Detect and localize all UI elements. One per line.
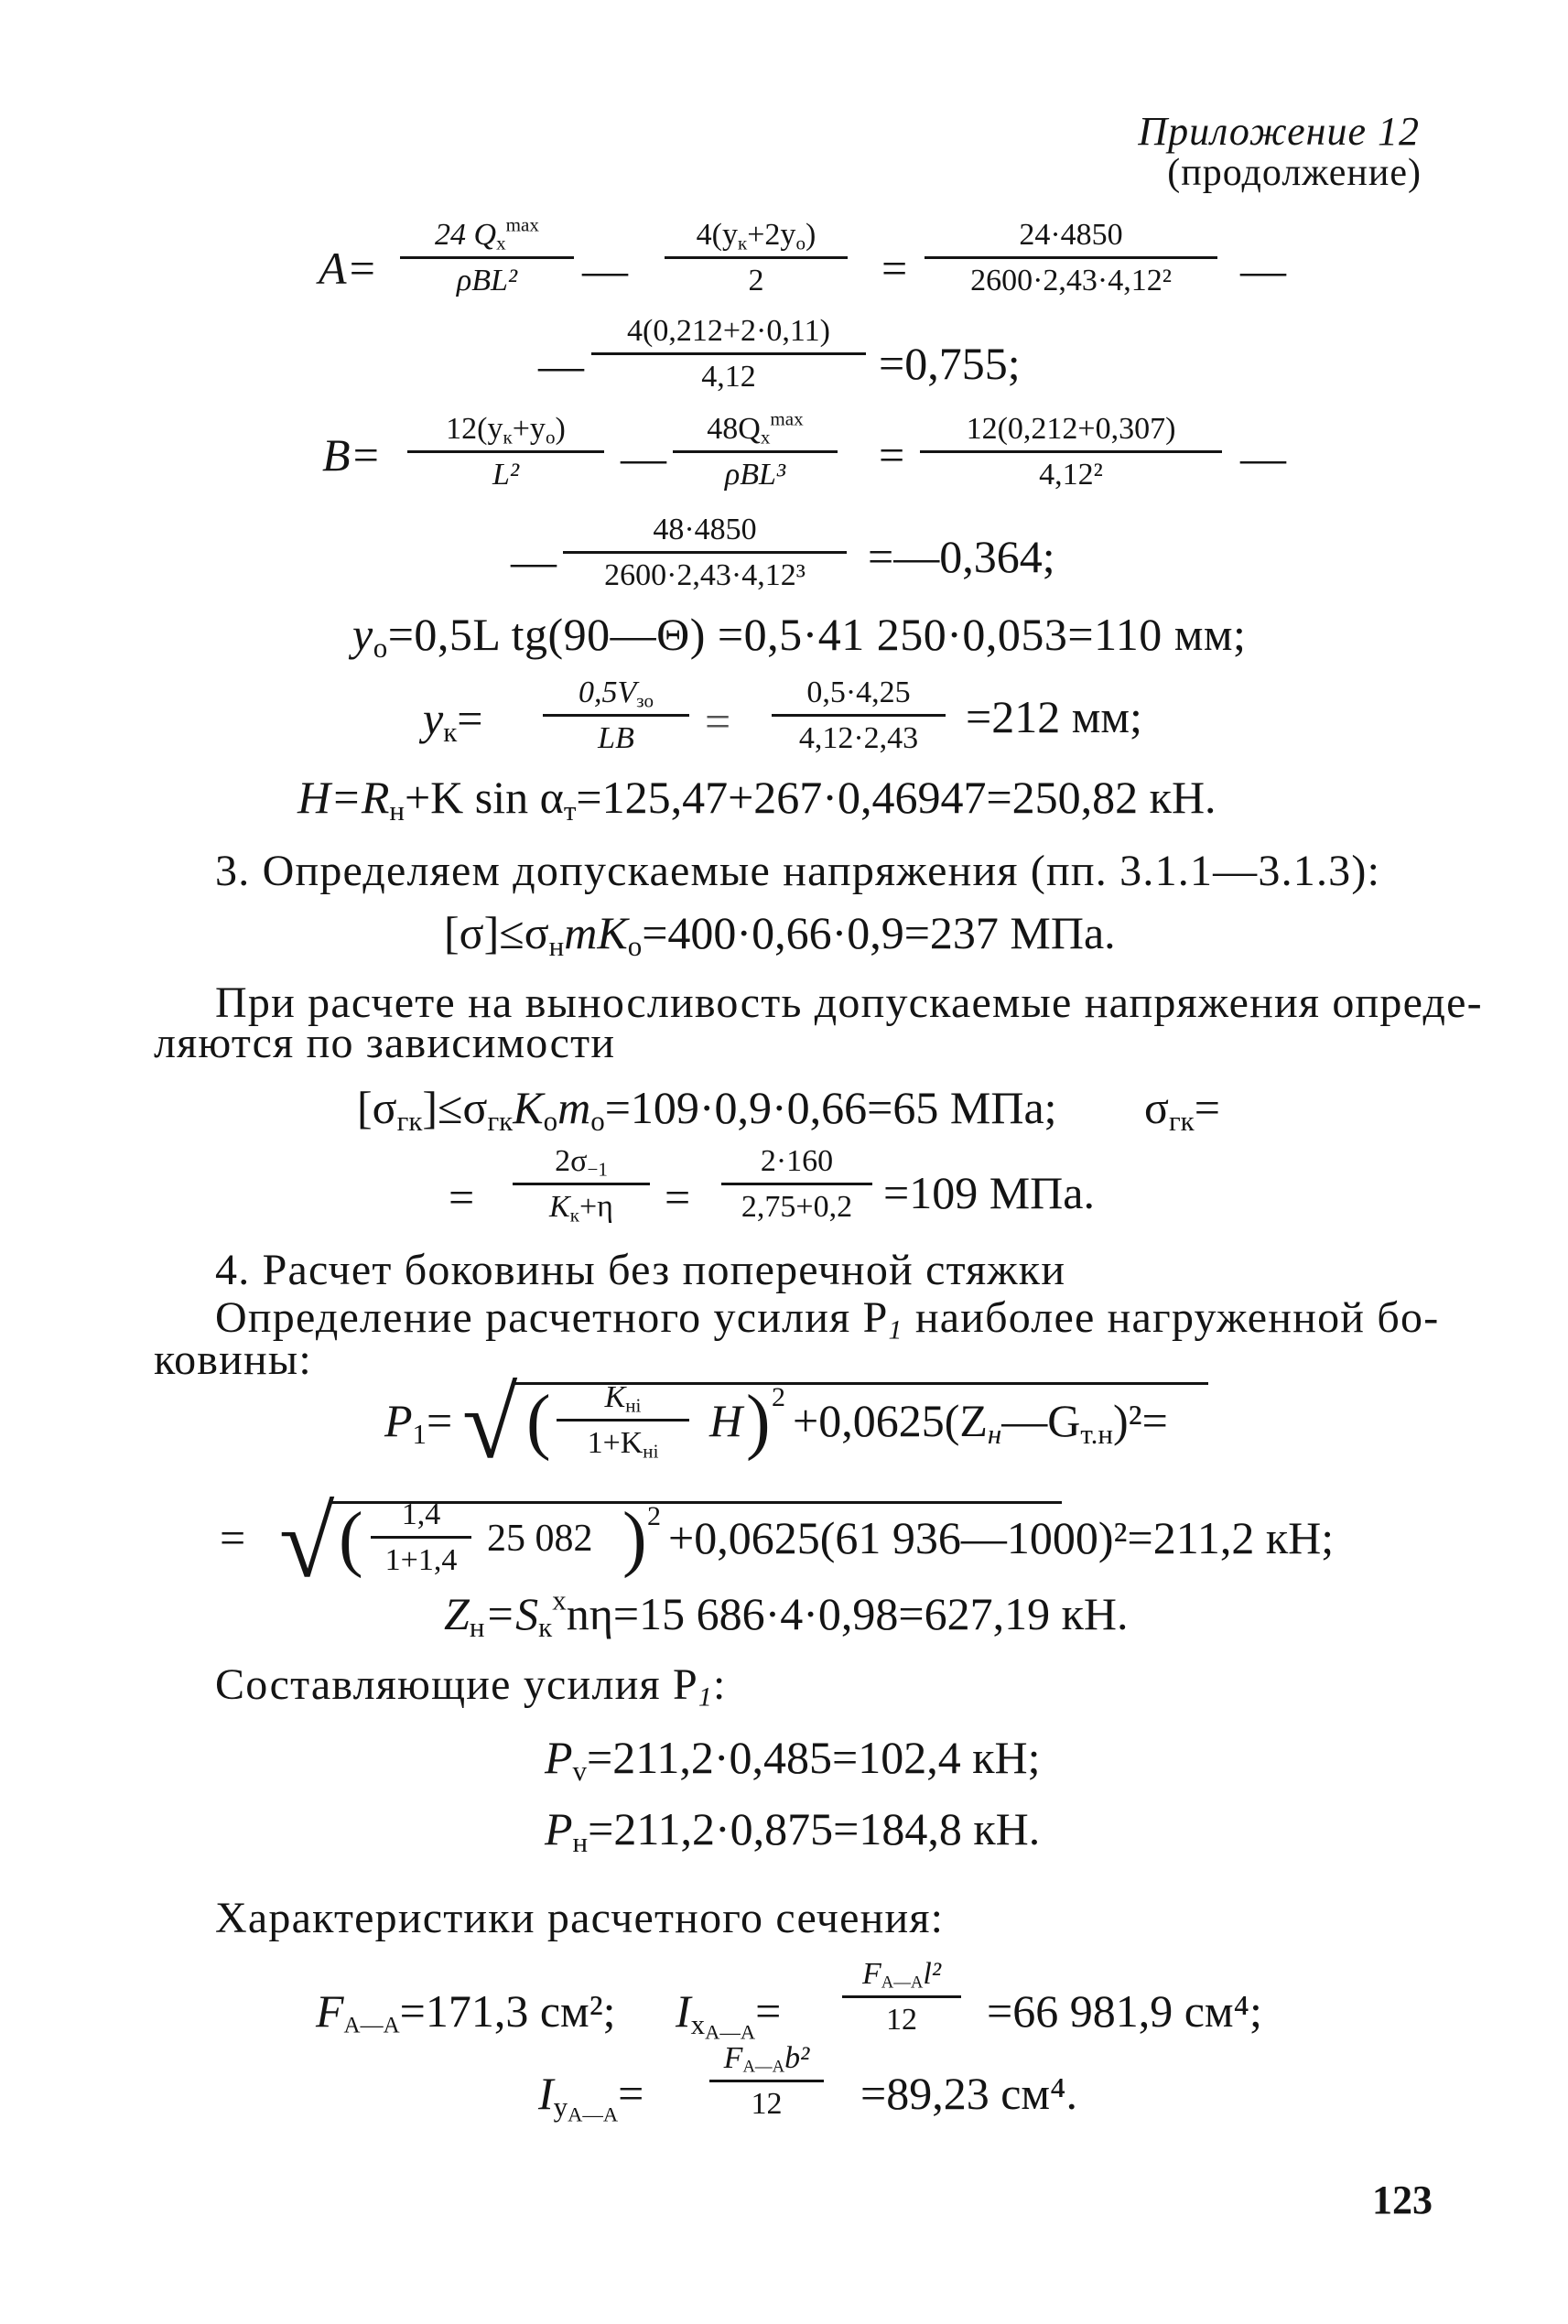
eq-sgk-f: σ: [1144, 1082, 1169, 1133]
eq-sgk-sub-b: гк: [487, 1104, 514, 1137]
eq-ix-frac: [842, 1959, 961, 2036]
eq-sigma-b: mK: [564, 907, 628, 958]
eq-a-f1-num: 24 Q: [435, 218, 497, 252]
eq-z-sub-a: н: [469, 1610, 485, 1643]
eq-b2-minus: —: [511, 535, 557, 587]
eq-a-minus1: —: [582, 244, 628, 296]
eq-p1-rest: [793, 1395, 1168, 1450]
eq-iy-f-num-a: F: [723, 2041, 743, 2075]
eq-p1-lhs-p: P: [384, 1395, 413, 1446]
eq-a-f1-num-sup: max: [505, 213, 539, 236]
eq-p1-frac: [557, 1380, 689, 1463]
eq-p1b-frac: [371, 1499, 471, 1576]
eq-y0-lhs-sub: o: [373, 631, 388, 664]
eq-sigma-sub-b: o: [627, 929, 643, 962]
eq-p1-lhs-sub: 1: [412, 1417, 427, 1450]
eq-b2-frac: [563, 514, 847, 591]
eq-p1-after-b: +0,0625(Z: [793, 1395, 988, 1446]
eq-ix-f-den: 12: [886, 2003, 917, 2037]
eq-yk-f1-num: 0,5V: [578, 676, 637, 709]
eq-z-a: Z: [444, 1588, 470, 1639]
eq-p1-after-d: )²=: [1112, 1395, 1168, 1446]
components-text: Составляющие усилия P: [215, 1660, 698, 1709]
components-sub: 1: [697, 1681, 713, 1713]
eq-b-f1-num-a: 12(y: [446, 412, 503, 446]
eq-a-minus2: —: [1240, 244, 1286, 296]
eq-sgk2-f1-num: 2σ: [555, 1144, 588, 1178]
paren-close-2: ): [622, 1498, 647, 1579]
paragraph-line-2: ляются по зависимости: [154, 1019, 616, 1067]
eq-yk-f2-den: 4,12·2,43: [798, 721, 919, 755]
eq-h-sub-b: т: [563, 794, 577, 827]
eq-a-f2-num-sub2: o: [795, 232, 806, 254]
eq-p1b-f-num: 1,4: [401, 1497, 441, 1531]
item-4-heading: 4. Расчет боковины без поперечной стяжки: [215, 1246, 1066, 1294]
eq-b-frac1: [407, 414, 604, 491]
equation-sigma-gk-rhs: [1144, 1082, 1220, 1137]
continuation-note: (продолжение): [1167, 152, 1422, 194]
item-4-line-1-sub: 1: [888, 1314, 903, 1346]
eq-sgk-c: K: [513, 1082, 544, 1133]
eq-sgk-d: m: [557, 1082, 591, 1133]
page-number: 123: [1372, 2178, 1433, 2222]
eq-ix-result: =66 981,9 см⁴;: [987, 1985, 1262, 2037]
paragraph-line-1: При расчете на выносливость допускаемые напряжения опреде-: [215, 978, 1483, 1027]
equation-ph: [545, 1803, 1041, 1858]
eq-p1-square: 2: [772, 1382, 785, 1412]
eq-p1-f-den-sub: нi: [643, 1440, 659, 1463]
eq-yk-f1-den: LB: [598, 721, 634, 755]
eq-pv-sub: v: [572, 1754, 588, 1787]
eq-a2-result: =0,755;: [879, 338, 1021, 389]
paren-close-1: ): [746, 1381, 771, 1462]
equation-sigma-gk: [357, 1082, 1057, 1137]
eq-sgk-a: [σ: [357, 1082, 397, 1133]
eq-p1-f-num: K: [604, 1380, 626, 1414]
item-4-line-2: ковины:: [154, 1335, 312, 1384]
eq-h-b: +K sin α: [404, 772, 564, 823]
sqrt-symbol-2: √: [279, 1486, 335, 1598]
eq-sgk-g: =: [1194, 1082, 1220, 1133]
eq-b-f2-num-a: 48Q: [707, 412, 761, 446]
eq-sgk-sub-f: гк: [1168, 1104, 1195, 1137]
eq-yk-eq2: =: [705, 696, 731, 747]
eq-iy-frac: [709, 2043, 824, 2120]
eq-f-sub-a: A—A: [343, 2013, 400, 2038]
eq-b-lhs: B=: [322, 429, 382, 481]
eq-yk-eq: =: [457, 693, 483, 744]
eq-y0-lhs: y: [352, 609, 373, 660]
eq-z-sub-b: к: [538, 1610, 553, 1643]
eq-sgk2-frac2: [721, 1146, 872, 1223]
eq-ix-eq: =: [755, 1985, 782, 2037]
eq-b-frac2: [673, 407, 838, 492]
components-end: :: [712, 1660, 727, 1709]
eq-sgk2-result: =109 МПа.: [883, 1167, 1095, 1218]
eq-sgk2-f1-den-a: K: [549, 1190, 570, 1224]
eq-sgk-b: ]≤σ: [422, 1082, 488, 1133]
eq-b-f2-num-sub: x: [760, 426, 771, 449]
eq-ix-i: I: [676, 1985, 691, 2037]
eq-a-f1-den: ρBL²: [456, 264, 518, 297]
eq-ix-sub: x: [690, 2007, 706, 2040]
eq-a-equals: =: [881, 243, 908, 294]
eq-yk-lhs: [423, 693, 483, 748]
eq-p1b-eq: =: [220, 1512, 246, 1563]
eq-iy-i: I: [538, 2068, 554, 2119]
item-3-heading: 3. Определяем допускаемые напряжения (пп. 3.1.1—3.1.3):: [215, 847, 1381, 895]
eq-a-f1-num-sub: x: [496, 232, 506, 254]
eq-a-frac2: [665, 220, 848, 297]
eq-ix-sub2: A—A: [705, 2020, 756, 2044]
eq-a-f3-num: 24·4850: [1019, 218, 1123, 252]
equation-z: [444, 1584, 1129, 1643]
eq-sgk2-eq2: =: [665, 1172, 691, 1223]
sqrt-symbol-1: √: [462, 1367, 518, 1479]
eq-iy-sub2: A—A: [568, 2102, 619, 2126]
eq-yk-frac1: [543, 677, 689, 754]
equation-pv: [545, 1732, 1041, 1787]
eq-ix-lhs: [676, 1985, 782, 2044]
eq-p1b-rest: +0,0625(61 936—1000)²=211,2 кН;: [668, 1512, 1335, 1563]
eq-sgk-sub-d: o: [590, 1104, 605, 1137]
eq-p1-after-c: —G: [1001, 1395, 1081, 1446]
eq-yk-f2-num: 0,5·4,25: [806, 676, 911, 709]
paren-open-1: (: [526, 1381, 551, 1462]
eq-p1-h: H: [709, 1395, 743, 1446]
eq-a-frac3: [925, 220, 1217, 297]
eq-sgk2-frac1: [513, 1144, 650, 1227]
eq-yk-frac2: [772, 677, 946, 754]
eq-b-f1-num-sub: к: [503, 426, 513, 449]
eq-b-f1-num-b: +y: [512, 412, 546, 446]
eq-ix-f-num-a: F: [861, 1957, 881, 1991]
eq-f-b: =171,3 см²;: [399, 1985, 616, 2037]
eq-b-f1-num-c: ): [555, 412, 566, 446]
eq-b2-den: 2600·2,43·4,12³: [604, 558, 806, 592]
eq-p1b-value: 25 082: [487, 1518, 593, 1560]
eq-yk-result: =212 мм;: [966, 691, 1142, 742]
components-heading: [215, 1659, 727, 1713]
eq-p1b-square: 2: [647, 1501, 661, 1531]
eq-p1-f-den: 1+K: [587, 1426, 643, 1460]
eq-pv-a: P: [545, 1732, 573, 1783]
eq-z-c: nη=15 686·4·0,98=627,19 кН.: [566, 1588, 1129, 1639]
eq-pv-b: =211,2·0,485=102,4 кН;: [587, 1732, 1041, 1783]
eq-sgk2-f1-den-sub: к: [569, 1204, 579, 1227]
eq-b-f1-den: L²: [492, 458, 520, 492]
eq-b-f3-num: 12(0,212+0,307): [966, 412, 1176, 446]
eq-a-lhs: A=: [319, 243, 378, 294]
eq-y0-rest: =0,5L tg(90—Θ) =0,5·41 250·0,053=110 мм;: [387, 609, 1247, 660]
eq-b2-result: =—0,364;: [868, 531, 1055, 582]
eq-yk-lhs-y: y: [423, 693, 444, 744]
item-4-line-1-end: наиболее нагруженной бо-: [914, 1293, 1440, 1342]
eq-a2-num: 4(0,212+2·0,11): [627, 314, 830, 348]
eq-iy-sub: y: [553, 2090, 568, 2123]
equation-h: [297, 772, 1217, 827]
eq-p1-sub-z: н: [987, 1417, 1002, 1450]
eq-sgk2-f2-num: 2·160: [760, 1144, 834, 1178]
equation-y0: [352, 609, 1247, 664]
eq-sigma-c: =400·0,66·0,9=237 МПа.: [642, 907, 1116, 958]
eq-b-f3-den: 4,12²: [1039, 458, 1103, 492]
eq-yk-f1-num-sub: зо: [636, 689, 654, 712]
eq-a-f3-den: 2600·2,43·4,12²: [970, 264, 1172, 297]
eq-p1-eq: =: [427, 1395, 453, 1446]
eq-ph-sub: н: [572, 1825, 589, 1858]
eq-sgk-sub-c: o: [543, 1104, 558, 1137]
eq-b-f1-num-sub2: o: [545, 426, 556, 449]
eq-h-c: =125,47+267·0,46947=250,82 кН.: [576, 772, 1217, 823]
section-heading: Характеристики расчетного сечения:: [215, 1894, 945, 1942]
eq-h-sub-a: н: [389, 794, 405, 827]
eq-ix-f-num-b: l²: [923, 1957, 942, 1991]
eq-ph-a: P: [545, 1803, 573, 1854]
eq-a-f2-num-sub: к: [738, 232, 748, 254]
paren-open-2: (: [339, 1498, 363, 1579]
eq-p1-lhs: [384, 1395, 453, 1450]
eq-iy-eq: =: [618, 2068, 644, 2119]
eq-a2-frac: [591, 316, 866, 393]
equation-sigma: [444, 907, 1116, 962]
eq-a-f2-num-mid: +2y: [747, 218, 796, 252]
eq-sgk2-f1-num-sub: −1: [587, 1158, 608, 1181]
item-4-line-1-text: Определение расчетного усилия P: [215, 1293, 889, 1342]
eq-sgk2-f2-den: 2,75+0,2: [741, 1190, 853, 1224]
eq-b-f2-den: ρBL³: [724, 458, 786, 492]
eq-a-f2-num-end: ): [805, 218, 816, 252]
eq-b-frac3: [920, 414, 1222, 491]
eq-b-minus2: —: [1240, 432, 1286, 483]
eq-f-lhs: [316, 1985, 616, 2038]
eq-sgk2-eq1: =: [449, 1172, 475, 1223]
eq-a2-den: 4,12: [701, 360, 756, 394]
eq-b-equals: =: [879, 429, 905, 481]
eq-h-a: H=R: [297, 772, 390, 823]
eq-a2-minus: —: [538, 340, 584, 391]
eq-a-f2-num: 4(y: [696, 218, 738, 252]
eq-sgk2-f1-den-b: +η: [579, 1190, 613, 1224]
item-4-line-1: [215, 1292, 1440, 1346]
eq-iy-f-den: 12: [751, 2087, 783, 2121]
eq-sigma-sub-a: н: [548, 929, 565, 962]
eq-iy-lhs: [538, 2068, 644, 2126]
eq-iy-f-num-b: b²: [784, 2041, 810, 2075]
eq-b-f2-num-sup: max: [770, 407, 804, 430]
eq-p1-sub-g: т.н: [1080, 1417, 1113, 1450]
eq-p1-f-num-sub: нi: [625, 1394, 642, 1417]
eq-b-minus1: —: [621, 432, 666, 483]
eq-z-b: =S: [484, 1588, 539, 1639]
eq-b2-num: 48·4850: [653, 513, 757, 546]
eq-a-f2-den: 2: [748, 264, 764, 297]
eq-sigma-a: [σ]≤σ: [444, 907, 549, 958]
appendix-title: Приложение 12: [1138, 109, 1420, 154]
eq-ix-f-num-sub: A—A: [881, 1973, 924, 1993]
eq-ph-b: =211,2·0,875=184,8 кН.: [588, 1803, 1041, 1854]
eq-yk-lhs-sub: к: [443, 715, 458, 748]
eq-sgk-e: =109·0,9·0,66=65 МПа;: [604, 1082, 1057, 1133]
eq-sgk-sub-a: гк: [396, 1104, 423, 1137]
eq-a-frac1: [400, 213, 574, 297]
eq-iy-result: =89,23 см⁴.: [860, 2068, 1077, 2119]
eq-z-sup-b: x: [552, 1584, 567, 1616]
eq-iy-f-num-sub: A—A: [742, 2057, 785, 2077]
eq-f-a: F: [316, 1985, 344, 2037]
eq-p1b-f-den: 1+1,4: [384, 1543, 458, 1577]
